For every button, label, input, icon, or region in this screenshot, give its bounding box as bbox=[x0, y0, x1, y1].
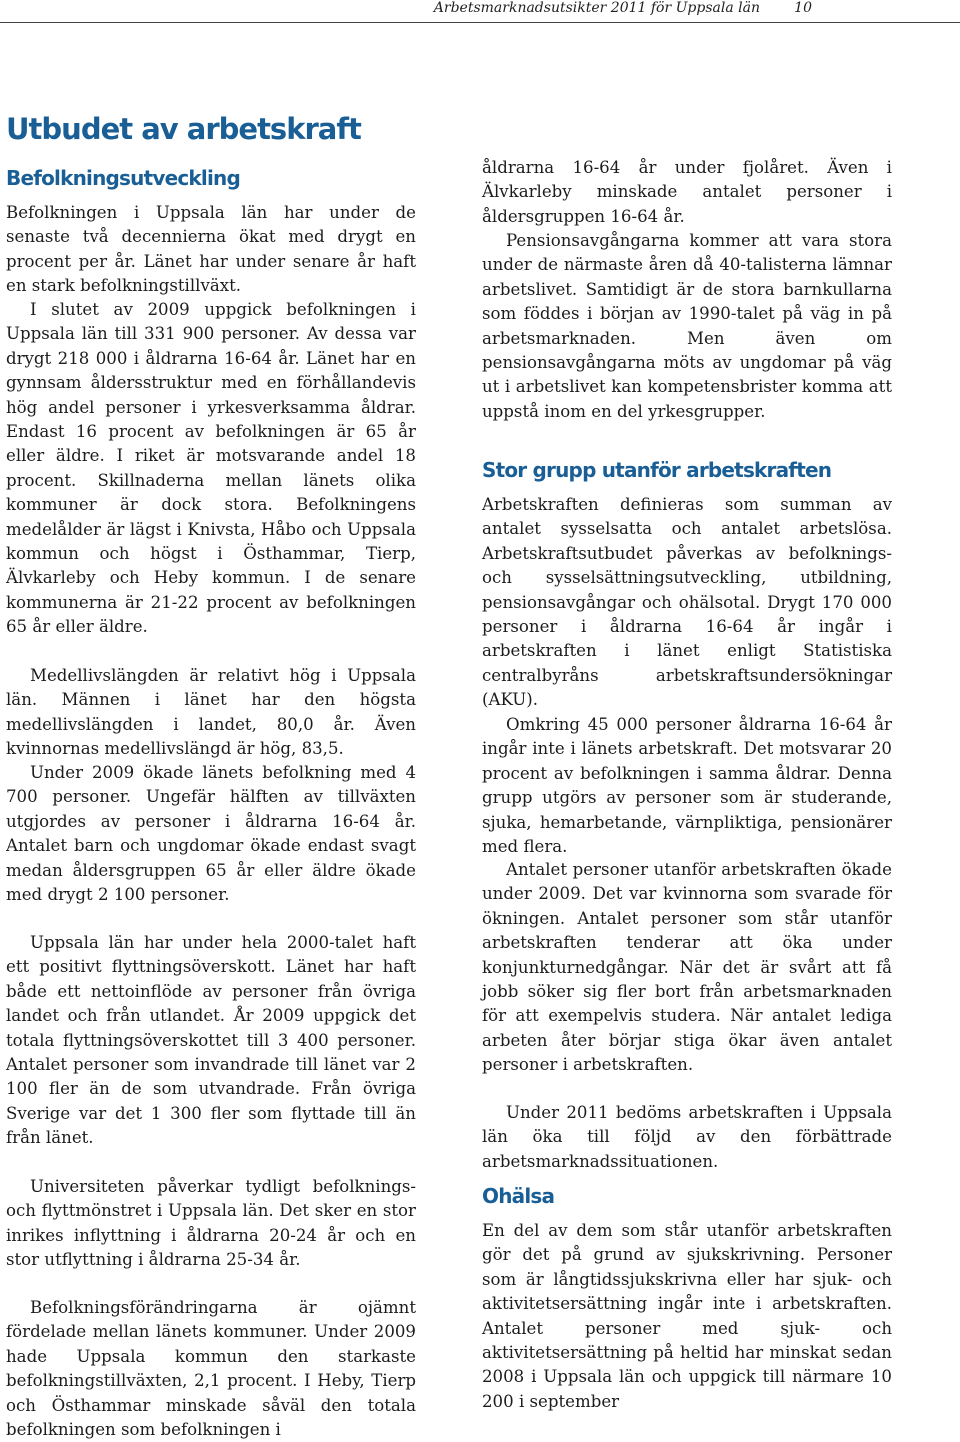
paragraph: Befolkningsförändringarna är ojämnt fördelade mellan länets kommuner. Under 2009 hade Uppsala kommun den starkaste befolkningstillväxten, 2,1 procent. I Heby, Tierp och Östhammar minskade såväl den totala befolkningen som befolkningen i bbox=[6, 1298, 416, 1440]
paragraph: Befolkningen i Uppsala län har under de senaste två decennierna ökat med drygt en procent per år. Länet har under senare år haft en stark befolkningstillväxt. bbox=[6, 203, 416, 296]
subheading-stor-grupp: Stor grupp utanför arbetskraften bbox=[482, 458, 832, 482]
subheading-befolkningsutveckling: Befolkningsutveckling bbox=[6, 166, 240, 190]
paragraph: Universiteten påverkar tydligt befolknings- och flyttmönstret i Uppsala län. Det sker en stor inrikes inflyttning i åldrarna 20-24 år och en stor utflyttning i åldrarna 25-34 år. bbox=[6, 1177, 416, 1270]
page-header bbox=[0, 0, 960, 23]
paragraph: Pensionsavgångarna kommer att vara stora under de närmaste åren då 40-talisterna lämnar arbetslivet. Samtidigt är de stora barnkullarna som föddes i början av 1990-talet på väg in på arbetsmarknaden. Men även om pensionsavgångarna möts av ungdomar på väg ut i arbetslivet kan kompetensbrister komma att uppstå inom en del yrkesgrupper. bbox=[482, 231, 892, 421]
page-title: Utbudet av arbetskraft bbox=[6, 112, 361, 146]
header-title: Arbetsmarknadsutsikter 2011 för Uppsala län bbox=[433, 0, 760, 16]
paragraph: En del av dem som står utanför arbetskraften gör det på grund av sjukskrivning. Personer som är långtidssjukskrivna eller har sjuk- och aktivitetsersättning ingår inte i arbetskraften. Antalet personer med sjuk- och aktivitetsersättning på heltid har minskat sedan 2008 i Uppsala län och uppgick till närmare 10 200 i september bbox=[482, 1221, 892, 1411]
paragraph: Uppsala län har under hela 2000-talet haft ett positivt flyttningsöverskott. Länet har haft både ett nettoinflöde av personer från övriga landet och från utlandet. År 2009 uppgick det totala flyttningsöverskottet till 3 400 personer. Antalet personer som invandrade till länet var 2 100 fler än de som utvandrade. Från övriga Sverige var det 1 300 fler som flyttade till än från länet. bbox=[6, 933, 416, 1148]
paragraph: åldrarna 16-64 år under fjolåret. Även i Älvkarleby minskade antalet personer i åldersgruppen 16-64 år. bbox=[482, 158, 892, 226]
paragraph: Omkring 45 000 personer åldrarna 16-64 år ingår inte i länets arbetskraft. Det motsvarar 20 procent av befolkningen i samma åldrar. Denna grupp utgörs av personer som är studerande, sjuka, hemarbetande, värnpliktiga, pensionärer med flera. bbox=[482, 715, 892, 857]
paragraph: Arbetskraften definieras som summan av antalet sysselsatta och antalet arbetslösa. Arbetskraftsutbudet påverkas av befolknings- och sysselsättningsutveckling, utbildning, pensionsavgångar och ohälsotal. Drygt 170 000 personer i åldrarna 16-64 år ingår i arbetskraften i länet enligt Statistiska centralbyråns arbetskraftsundersökningar (AKU). bbox=[482, 495, 892, 710]
paragraph: Antalet personer utanför arbetskraften ökade under 2009. Det var kvinnorna som svarade för ökningen. Antalet personer som står utanför arbetskraften tenderar att öka under konjunkturnedgångar. När det är svårt att få jobb söker sig fler bort från arbetsmarknaden för att exempelvis studera. När antalet lediga arbeten åter börjar stiga ökar även antalet personer i arbetskraften. bbox=[482, 860, 892, 1075]
subheading-ohalsa: Ohälsa bbox=[482, 1184, 555, 1208]
paragraph: Under 2011 bedöms arbetskraften i Uppsala län öka till följd av den förbättrade arbetsmarknadssituationen. bbox=[482, 1103, 892, 1171]
paragraph: I slutet av 2009 uppgick befolkningen i Uppsala län till 331 900 personer. Av dessa var drygt 218 000 i åldrarna 16-64 år. Länet har en gynnsam åldersstruktur med en förhållandevis hög andel personer i yrkesverksamma åldrar. Endast 16 procent av befolkningen är 65 år eller äldre. I riket är motsvarande andel 18 procent. Skillnaderna mellan länets olika kommuner är dock stora. Befolkningens medelålder är lägst i Knivsta, Håbo och Uppsala kommun och högst i Östhammar, Tierp, Älvkarleby och Heby kommun. I de senare kommunerna är 21-22 procent av befolkningen 65 år eller äldre. bbox=[6, 300, 416, 637]
paragraph: Medellivslängden är relativt hög i Uppsala län. Männen i länet har den högsta medellivslängden i landet, 80,0 år. Även kvinnornas medellivslängd är hög, 83,5. bbox=[6, 666, 416, 759]
paragraph: Under 2009 ökade länets befolkning med 4 700 personer. Ungefär hälften av tillväxten utgjordes av personer i åldrarna 16-64 år. Antalet barn och ungdomar ökade endast svagt medan åldersgruppen 65 år eller äldre ökade med drygt 2 100 personer. bbox=[6, 763, 416, 905]
page-number: 10 bbox=[794, 0, 812, 16]
